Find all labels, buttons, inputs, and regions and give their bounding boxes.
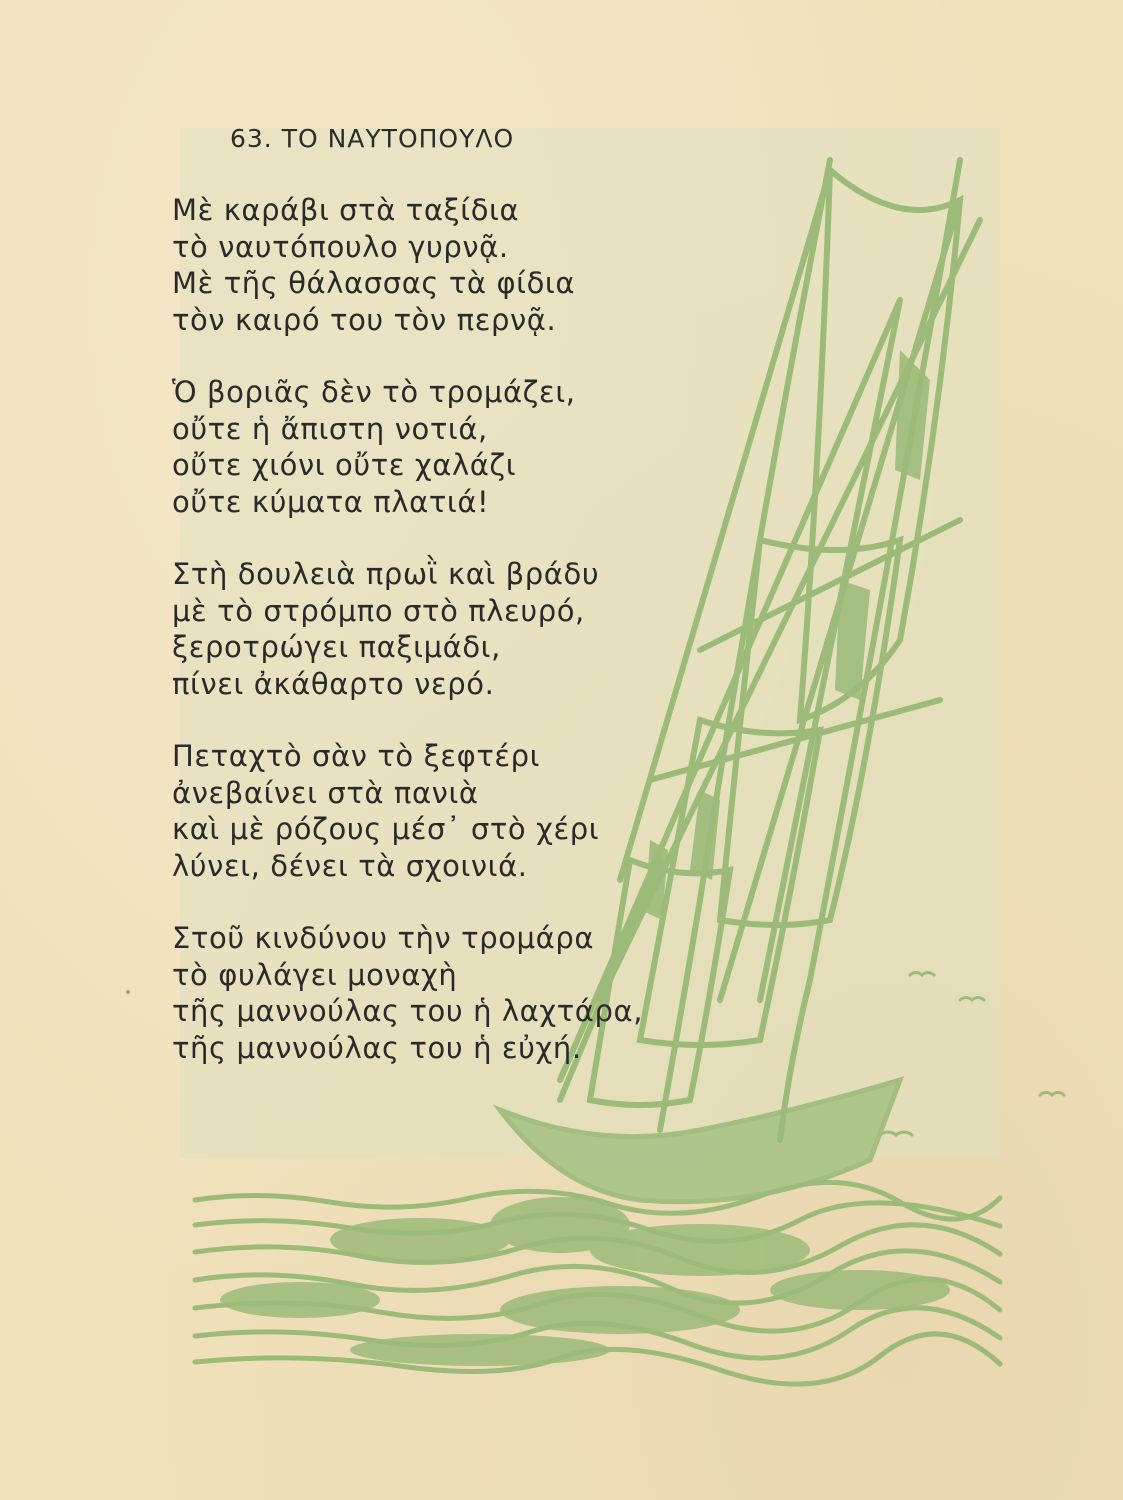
poem-line: ξεροτρώγει παξιμάδι, [172,630,501,664]
poem-line: πίνει ἀκάθαρτο νερό. [172,666,495,701]
poem-line: καὶ μὲ ρόζους μέσ᾿ στὸ χέρι [172,812,600,846]
stanza [172,920,732,1066]
poem-line: οὔτε κύματα πλατιά! [172,484,490,519]
poem-line: τῆς μαννούλας του ἡ λαχτάρα, [172,994,644,1028]
stanza [172,738,732,884]
poem-line: Μὲ καράβι στὰ ταξίδια [172,193,520,227]
stanza [172,374,732,520]
poem [172,192,732,1102]
poem-line: τὸν καιρό του τὸν περνᾷ. [172,302,557,337]
poem-line: Πεταχτὸ σὰν τὸ ξεφτέρι [172,739,541,773]
poem-line: λύνει, δένει τὰ σχοινιά. [172,848,528,883]
poem-line: ἀνεβαίνει στὰ πανιὰ [172,775,479,810]
poem-line: τῆς μαννούλας του ἡ εὐχή. [172,1030,582,1065]
poem-line: μὲ τὸ στρόμπο στὸ πλευρό, [172,593,585,628]
poem-line: οὔτε χιόνι οὔτε χαλάζι [172,448,517,482]
poem-line: Μὲ τῆς θάλασσας τὰ φίδια [172,266,576,300]
poem-line: Ὁ βοριᾶς δὲν τὸ τρομάζει, [172,375,576,409]
poem-line: Στὴ δουλειὰ πρωῒ καὶ βράδυ [172,557,600,591]
stanza [172,556,732,702]
stanza [172,192,732,338]
poem-line: οὔτε ἡ ἄπιστη νοτιά, [172,411,488,446]
poem-line: Στοῦ κινδύνου τὴν τρομάρα [172,921,595,955]
page-title: 63. ΤΟ ΝΑΥΤΟΠΟΥΛΟ [230,124,515,153]
ink-speck [126,990,130,994]
poem-line: τὸ ναυτόπουλο γυρνᾷ. [172,229,509,264]
poem-line: τὸ φυλάγει μοναχὴ [172,957,458,992]
